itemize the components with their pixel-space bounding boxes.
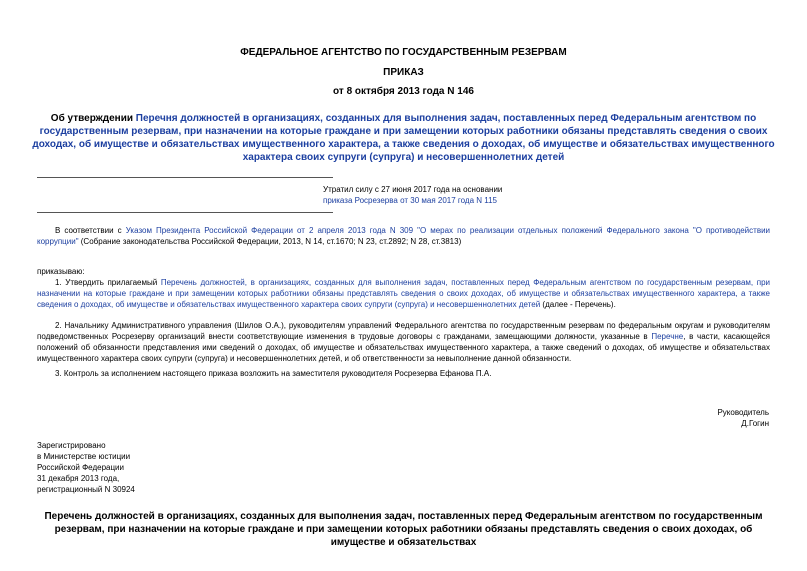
approval-prefix: Об утверждении — [50, 113, 136, 124]
expiry-note — [323, 184, 502, 206]
approval-list-link[interactable]: Перечня должностей в организациях, созданных для выполнения задач, поставленных перед Федеральным агентством по государственным резервам, при назначении на которые граждане и при замещении которых работники обязаны представлять сведения о своих доходах, об имуществе и обязательствах имущественного характера, а также сведения о доходах, об имуществе и обязательствах имущественного характера своих супруги (супруга) и несовершеннолетних детей — [32, 113, 775, 163]
registration-line-4: 31 декабря 2013 года, — [37, 474, 120, 483]
order-word: приказываю: — [37, 267, 85, 276]
legal-basis-paragraph — [37, 225, 770, 247]
registration-line-3: Российской Федерации — [37, 463, 124, 472]
item1-suffix: (далее - Перечень). — [540, 300, 616, 309]
agency-name: ФЕДЕРАЛЬНОЕ АГЕНТСТВО ПО ГОСУДАРСТВЕННЫМ РЕЗЕРВАМ — [240, 47, 567, 58]
basis-prefix: В соответствии с — [55, 226, 126, 235]
decree-link[interactable]: Указом Президента Российской Федерации от 2 апреля 2013 года N 309 "О мерах по реализации отдельных положений Федерального закона "О противодействии коррупции" — [37, 226, 771, 246]
signature-block — [717, 407, 769, 429]
registration-block — [37, 440, 135, 495]
registration-line-1: Зарегистрировано — [37, 441, 106, 450]
expiry-text: Утратил силу с 27 июня 2017 года на основании — [323, 185, 503, 194]
registration-line-5: регистрационный N 30924 — [37, 485, 135, 494]
item1-prefix: 1. Утвердить прилагаемый — [55, 278, 161, 287]
divider-bottom — [37, 212, 333, 213]
item2-suffix: , в части, касающейся положений об обязанности представления ими сведений о доходах, об имуществе и обязательствах имущественного характера, а также сведений о доходах, об имуществе и обязательствах имущественного характера своих супруги (супруга) и несовершеннолетних детей, и об ответственности за невыполнение данной обязанности. — [37, 332, 770, 363]
basis-suffix: (Собрание законодательства Российской Федерации, 2013, N 14, ст.1670; N 23, ст.2892; N 28, ст.3813) — [78, 237, 462, 246]
order-date-number: от 8 октября 2013 года N 146 — [333, 86, 474, 97]
list-link[interactable]: Перечень должностей, в организациях, созданных для выполнения задач, поставленных перед Федеральным агентством по государственным резервам, при назначении на которые граждане и при замещении которых работники обязаны представлять сведения о своих доходах, об имуществе и обязательствах имущественного характера, а также сведения о доходах, об имуществе и обязательствах имущественного характера своих супруги (супруга) и несовершеннолетних детей — [37, 278, 770, 309]
expiry-order-link[interactable]: приказа Росрезерва от 30 мая 2017 года N 115 — [323, 196, 498, 205]
order-item-1 — [37, 277, 770, 310]
signer-name: Д.Гогин — [741, 419, 769, 428]
registration-line-2: в Министерстве юстиции — [37, 452, 131, 461]
order-item-2 — [37, 320, 770, 364]
signer-position: Руководитель — [717, 408, 769, 417]
document-type: ПРИКАЗ — [383, 67, 424, 78]
approval-title — [30, 112, 777, 164]
divider-top — [37, 177, 333, 178]
list-title: Перечень должностей в организациях, созданных для выполнения задач, поставленных перед Федеральным агентством по государственным резервам, при назначении на которые граждане и при замещении которых работники обязаны представлять сведения о своих доходах, об имуществе и обязательствах — [44, 511, 763, 548]
item2-prefix: 2. Начальнику Административного управления (Шилов О.А.), руководителям управлений Федерального агентства по государственным резервам по федеральным округам и руководителям подведомственных Росрезерву организаций внести соответствующие изменения в трудовые договоры с гражданами, замещающими должности, указанные в — [37, 321, 770, 341]
list-short-link[interactable]: Перечне — [651, 332, 684, 341]
order-item-3: 3. Контроль за исполнением настоящего приказа возложить на заместителя руководителя Росрезерва Ефанова П.А. — [55, 369, 492, 378]
